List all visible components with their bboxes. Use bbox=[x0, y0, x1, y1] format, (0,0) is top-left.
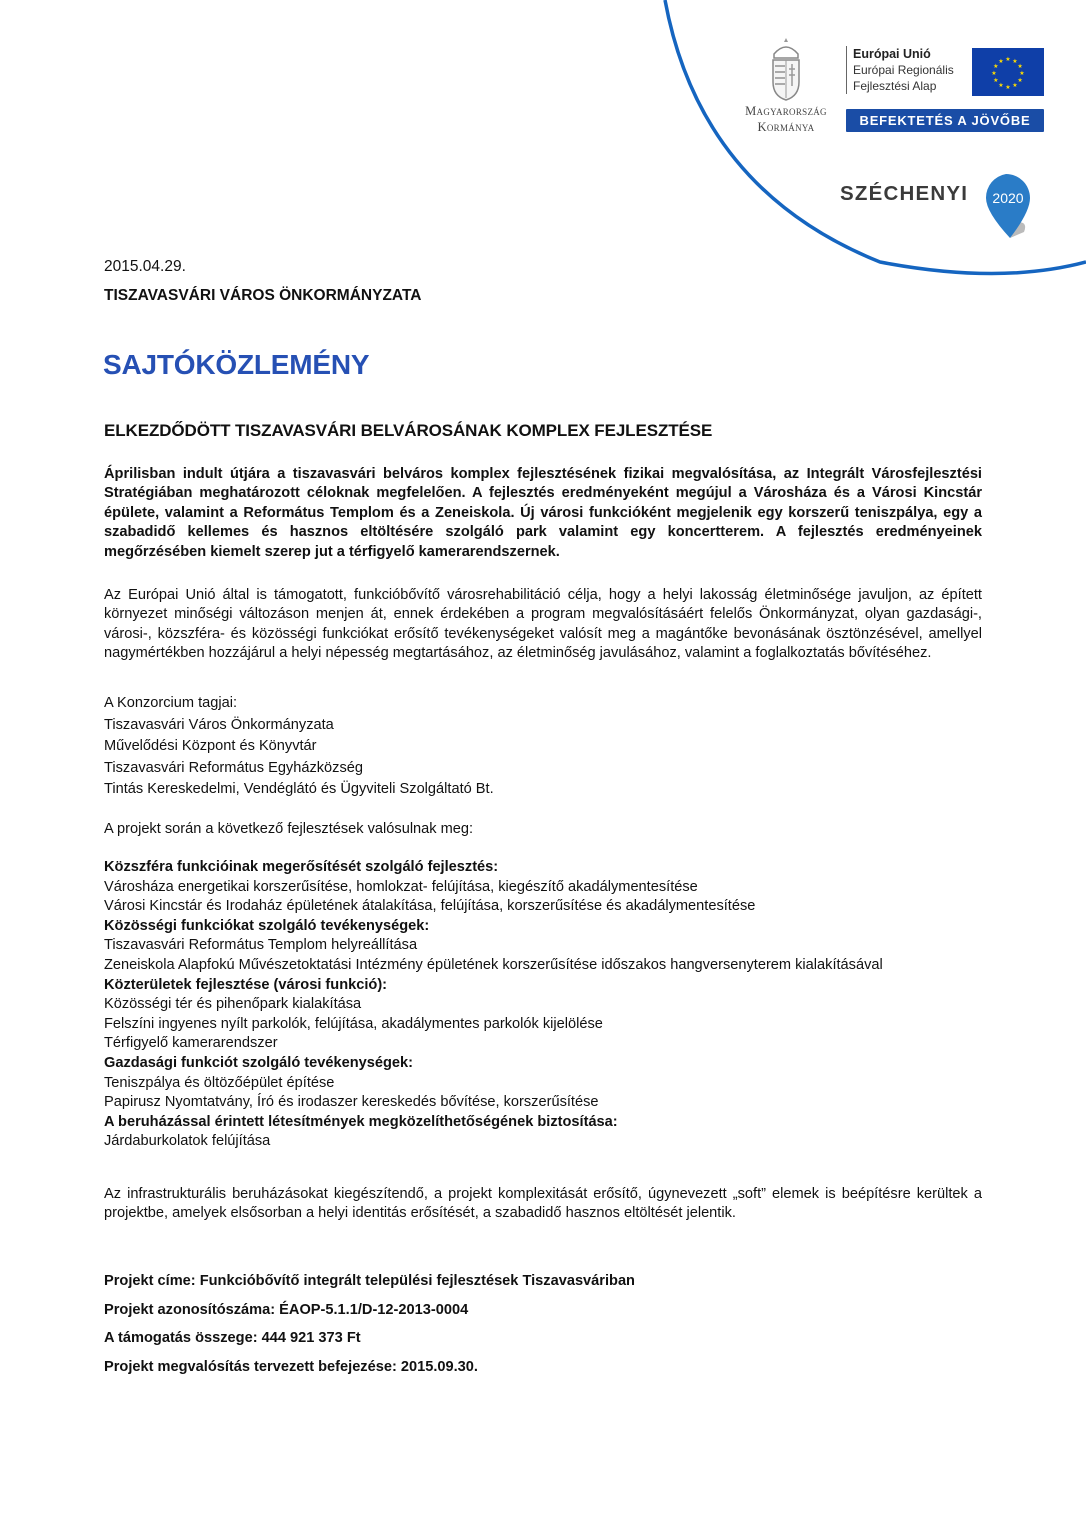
consortium-list bbox=[104, 693, 494, 801]
issuing-organization: TISZAVASVÁRI VÁROS ÖNKORMÁNYZATA bbox=[104, 287, 422, 304]
consortium-heading: A Konzorcium tagjai: bbox=[104, 695, 238, 711]
developments-intro: A projekt során a következő fejlesztések valósulnak meg: bbox=[104, 821, 474, 837]
completion-date-fact: Projekt megvalósítás tervezett befejezése: 2015.09.30. bbox=[104, 1358, 478, 1375]
government-name-line2: Kormánya bbox=[757, 120, 815, 134]
eu-star-icon: ★ bbox=[1012, 83, 1018, 90]
development-category-heading: Közszféra funkcióinak megerősítését szolgáló fejlesztés: bbox=[104, 859, 499, 875]
eu-star-icon: ★ bbox=[1005, 57, 1011, 63]
hungarian-government-logo bbox=[732, 36, 840, 134]
eu-fund-line2: Európai Regionális bbox=[853, 63, 954, 77]
eu-star-icon: ★ bbox=[1012, 58, 1018, 65]
eu-star-icon: ★ bbox=[993, 78, 999, 84]
eu-fund-line3: Fejlesztési Alap bbox=[853, 79, 937, 93]
lead-paragraph: Áprilisban indult útjára a tiszavasvári belváros komplex fejlesztésének fizikai megvalósítása, az Integrált Városfejlesztési Stratégiában meghatározott céloknak megfelelően. A fejlesztés eredményeként megújul a Városháza és a Városi Kincstár épülete, valamint a Református Templom és a Zeneiskola. Új városi funkcióként megjelenik egy korszerű teniszpálya, egy a szabadidő kellemes és hasznos eltöltésére szolgáló park valamint egy koncertterem. A fejlesztés eredményeinek megőrzésében kiemelt szerep jut a térfigyelő kamerarendszernek. bbox=[104, 466, 982, 560]
decorative-arc bbox=[0, 0, 1086, 300]
consortium-member: Tiszavasvári Város Önkormányzata bbox=[104, 716, 334, 733]
map-pin-icon bbox=[980, 172, 1040, 242]
developments-list bbox=[104, 858, 883, 1152]
eu-star-icon: ★ bbox=[1017, 64, 1023, 70]
coat-of-arms-icon bbox=[769, 36, 803, 102]
project-title-fact: Projekt címe: Funkcióbővítő integrált települési fejlesztések Tiszavasváriban bbox=[104, 1273, 635, 1289]
eu-star-icon: ★ bbox=[998, 58, 1004, 65]
development-item: Zeneiskola Alapfokú Művészetoktatási Intézmény épületének korszerűsítése időszakos hangversenyterem kialakításával bbox=[104, 956, 883, 973]
development-item: Városi Kincstár és Irodaház épületének átalakítása, felújítása, korszerűsítése és akadálymentesítése bbox=[104, 898, 756, 915]
eu-star-icon: ★ bbox=[1019, 71, 1025, 77]
invest-banner: BEFEKTETÉS A JÖVŐBE bbox=[846, 109, 1044, 132]
consortium-member: Tintás Kereskedelmi, Vendéglátó és Ügyviteli Szolgáltató Bt. bbox=[104, 781, 494, 798]
document-title: SAJTÓKÖZLEMÉNY bbox=[103, 349, 370, 380]
eu-title: Európai Unió bbox=[853, 47, 931, 61]
eu-star-icon: ★ bbox=[991, 71, 997, 77]
eu-star-icon: ★ bbox=[1005, 85, 1011, 91]
eu-star-icon: ★ bbox=[1017, 78, 1023, 84]
body-paragraph: Az Európai Unió által is támogatott, funkcióbővítő városrehabilitáció célja, hogy a helyi lakosság életminősége javuljon, az épített környezet minőségi változáson menjen át, ennek érdekében a program megvalósításáért felelős Önkormányzat, olyan gazdasági-, városi-, közszféra- és közösségi funkciókat erősítő tevékenységeket valósít meg a magántőke bevonásának ösztönzésével, amellyel nagymértékben hozzájárul a helyi népesség megtartásához, az életminőség javulásához, valamint a foglalkoztatás bővítéséhez. bbox=[104, 587, 982, 662]
development-item: Teniszpálya és öltözőépület építése bbox=[104, 1074, 335, 1091]
eu-star-icon: ★ bbox=[993, 64, 999, 70]
szechenyi-logo-text: SZÉCHENYI bbox=[840, 182, 969, 205]
development-item: Térfigyelő kamerarendszer bbox=[104, 1035, 278, 1052]
eu-star-icon: ★ bbox=[998, 83, 1004, 90]
development-category-heading: Gazdasági funkciót szolgáló tevékenységek: bbox=[104, 1054, 414, 1071]
eu-fund-text bbox=[846, 46, 954, 94]
development-item: Járdaburkolatok felújítása bbox=[104, 1133, 271, 1150]
development-item: Közösségi tér és pihenőpark kialakítása bbox=[104, 996, 362, 1013]
development-item: Tiszavasvári Református Templom helyreállítása bbox=[104, 937, 418, 954]
szechenyi-year: 2020 bbox=[992, 190, 1024, 206]
development-item: Felszíni ingyenes nyílt parkolók, felújítása, akadálymentes parkolók kijelölése bbox=[104, 1015, 603, 1032]
development-category-heading: Közösségi funkciókat szolgáló tevékenységek: bbox=[104, 917, 430, 934]
document-date: 2015.04.29. bbox=[104, 258, 186, 275]
project-id-fact: Projekt azonosítószáma: ÉAOP-5.1.1/D-12-2013-0004 bbox=[104, 1301, 469, 1318]
closing-paragraph: Az infrastrukturális beruházásokat kiegészítendő, a projekt komplexitását erősítő, úgynevezett „soft” elemek is beépítésre kerültek a projektbe, amelyek elsősorban a helyi identitás erősítését, a szabadidő hasznos eltöltését jelentik. bbox=[104, 1186, 982, 1222]
consortium-member: Tiszavasvári Református Egyházközség bbox=[104, 759, 364, 776]
eu-flag-icon bbox=[972, 48, 1044, 96]
document-subtitle: ELKEZDŐDÖTT TISZAVASVÁRI BELVÁROSÁNAK KOMPLEX FEJLESZTÉSE bbox=[104, 421, 713, 440]
government-name-line1: Magyarország bbox=[745, 104, 827, 118]
development-category-heading: A beruházással érintett létesítmények megközelíthetőségének biztosítása: bbox=[104, 1113, 618, 1130]
consortium-member: Művelődési Központ és Könyvtár bbox=[104, 738, 317, 755]
development-category-heading: Közterületek fejlesztése (városi funkció): bbox=[104, 976, 388, 993]
development-item: Papirusz Nyomtatvány, Író és irodaszer kereskedés bővítése, korszerűsítése bbox=[104, 1094, 599, 1111]
funding-amount-fact: A támogatás összege: 444 921 373 Ft bbox=[104, 1330, 361, 1346]
development-item: Városháza energetikai korszerűsítése, homlokzat- felújítása, kiegészítő akadálymentesítése bbox=[104, 878, 698, 895]
project-facts bbox=[104, 1267, 635, 1381]
